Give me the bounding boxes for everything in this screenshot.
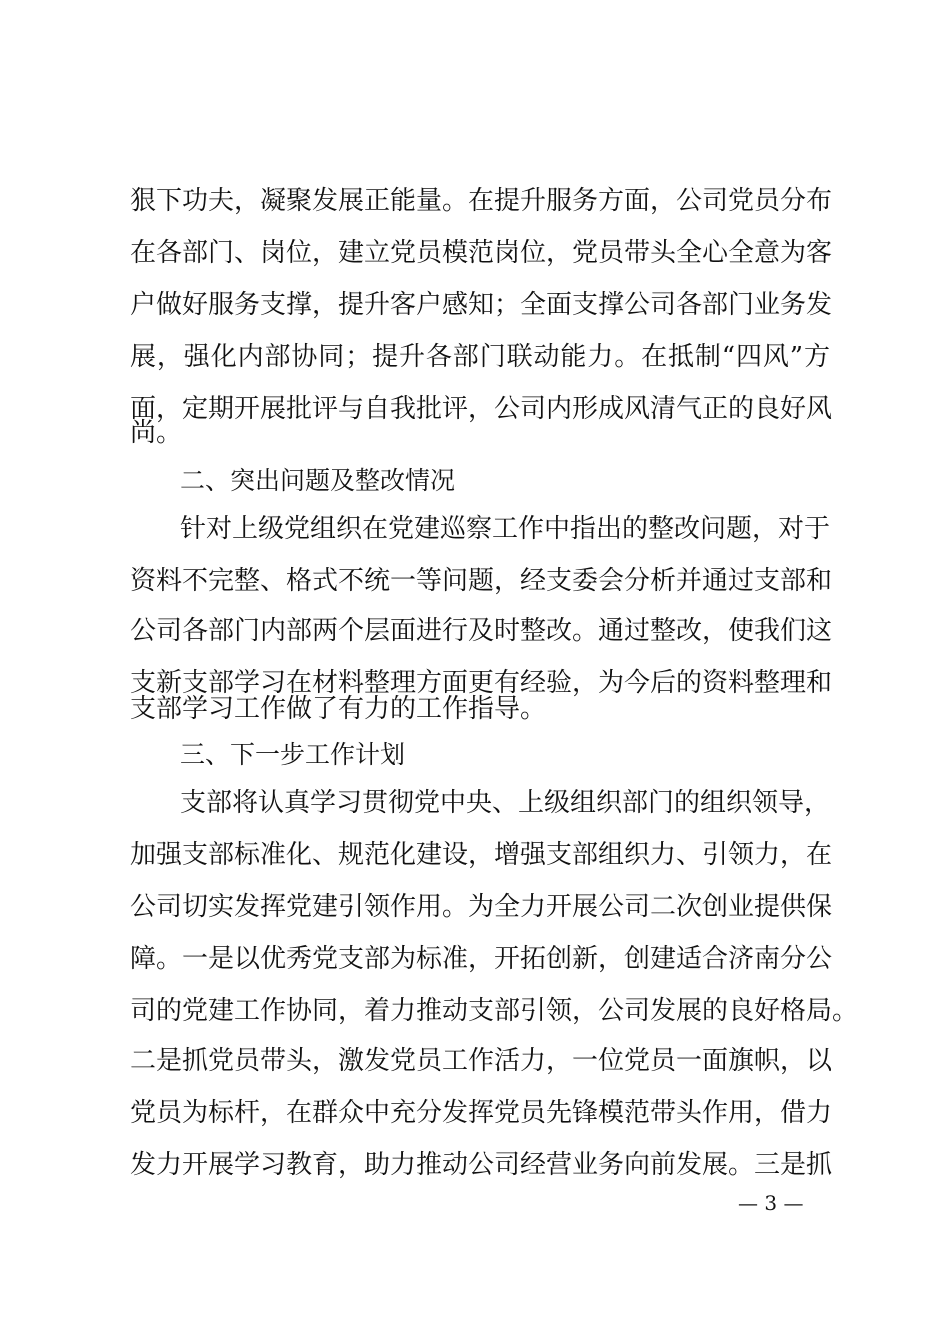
section-heading: 二、突出问题及整改情况 <box>180 466 456 495</box>
paragraph-line: 支新支部学习在材料整理方面更有经验，为今后的资料整理和 <box>130 668 833 698</box>
paragraph-line: 在各部门、岗位，建立党员模范岗位，党员带头全心全意为客 <box>130 238 833 268</box>
paragraph-line: 狠下功夫，凝聚发展正能量。在提升服务方面，公司党员分布 <box>130 186 833 216</box>
paragraph-line: 司的党建工作协同，着力推动支部引领，公司发展的良好格局。 <box>130 996 859 1026</box>
paragraph-line: 资料不完整、格式不统一等问题，经支委会分析并通过支部和 <box>130 566 833 596</box>
paragraph-line: 加强支部标准化、规范化建设，增强支部组织力、引领力，在 <box>130 840 833 870</box>
paragraph-line: 户做好服务支撑，提升客户感知；全面支撑公司各部门业务发 <box>130 290 833 320</box>
page-number: — 3 — <box>738 1191 804 1215</box>
paragraph-line: 面，定期开展批评与自我批评，公司内形成风清气正的良好风 <box>130 394 833 424</box>
paragraph-line: 发力开展学习教育，助力推动公司经营业务向前发展。三是抓 <box>130 1150 833 1180</box>
paragraph-line: 支部将认真学习贯彻党中央、上级组织部门的组织领导， <box>180 788 831 818</box>
paragraph-line: 党员为标杆，在群众中充分发挥党员先锋模范带头作用，借力 <box>130 1098 833 1128</box>
paragraph-line: 公司各部门内部两个层面进行及时整改。通过整改，使我们这 <box>130 616 833 646</box>
paragraph-line: 展，强化内部协同；提升各部门联动能力。在抵制“四风”方 <box>130 342 830 372</box>
paragraph-line: 障。一是以优秀党支部为标准，开拓创新，创建适合济南分公 <box>130 944 833 974</box>
paragraph-line: 公司切实发挥党建引领作用。为全力开展公司二次创业提供保 <box>130 892 833 922</box>
paragraph-line: 尚。 <box>130 418 183 448</box>
paragraph-line: 二是抓党员带头，激发党员工作活力，一位党员一面旗帜，以 <box>130 1046 833 1076</box>
paragraph-line: 针对上级党组织在党建巡察工作中指出的整改问题，对于 <box>180 514 831 544</box>
section-heading: 三、下一步工作计划 <box>180 740 406 769</box>
paragraph-line: 支部学习工作做了有力的工作指导。 <box>130 694 547 724</box>
